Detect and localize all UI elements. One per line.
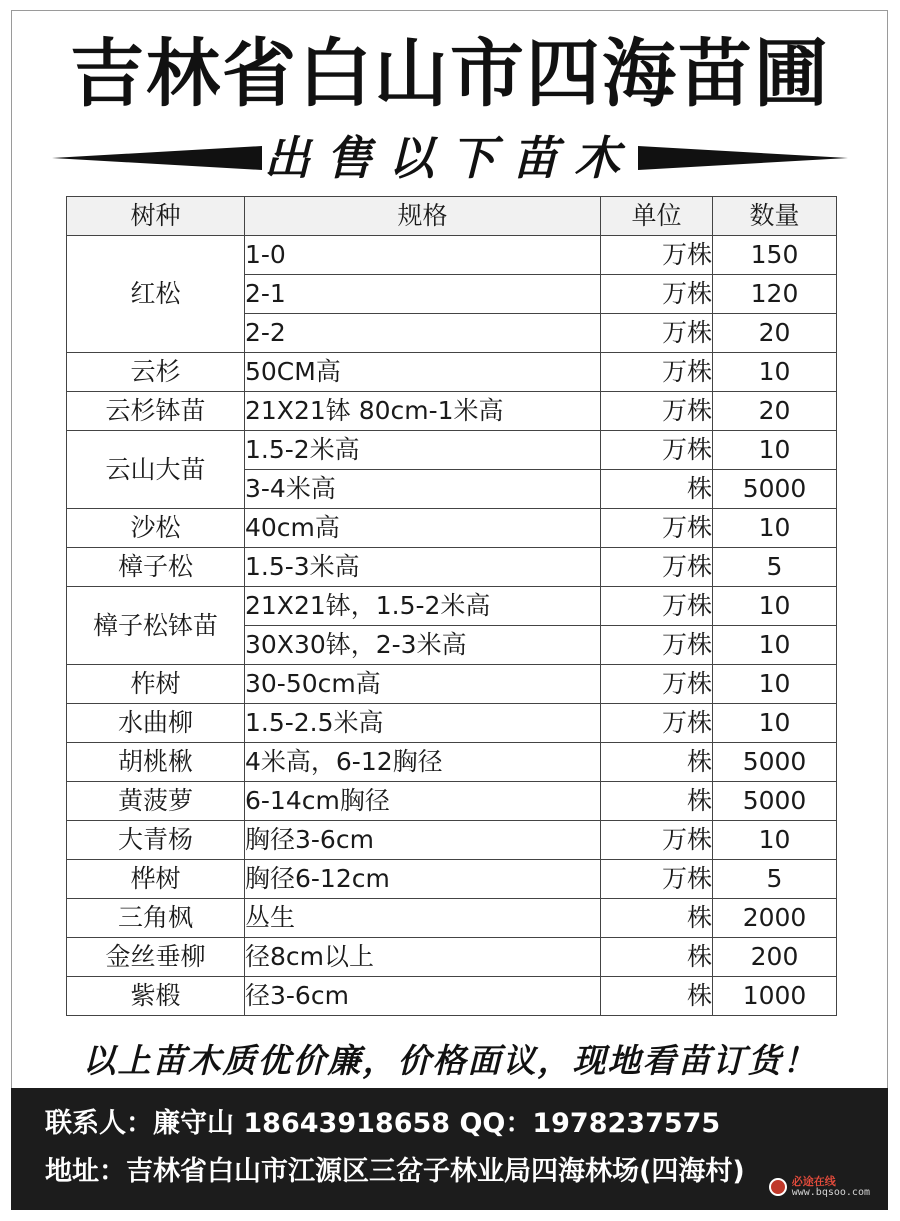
contact-footer — [11, 1088, 888, 1210]
unit-cell: 株 — [601, 470, 713, 509]
species-cell: 黄菠萝 — [67, 782, 245, 821]
table-row — [67, 353, 837, 392]
table-row — [67, 548, 837, 587]
quantity-cell: 120 — [713, 275, 837, 314]
unit-cell: 万株 — [601, 587, 713, 626]
contact-line: 联系人：廉守山 18643918658 QQ：1978237575 — [45, 1108, 721, 1139]
address-line: 地址：吉林省白山市江源区三岔子林业局四海林场(四海村) — [45, 1156, 745, 1187]
unit-cell: 万株 — [601, 431, 713, 470]
watermark-url: www.bqsoo.com — [791, 1187, 870, 1198]
species-cell: 柞树 — [67, 665, 245, 704]
species-cell: 大青杨 — [67, 821, 245, 860]
table-row — [67, 587, 837, 626]
quantity-cell: 10 — [713, 509, 837, 548]
quantity-cell: 5 — [713, 860, 837, 899]
table-row — [67, 236, 837, 275]
header-spec: 规格 — [245, 197, 601, 236]
table-row — [67, 821, 837, 860]
subtitle-banner — [52, 128, 848, 188]
species-cell: 金丝垂柳 — [67, 938, 245, 977]
quantity-cell: 2000 — [713, 899, 837, 938]
spec-cell: 4米高，6-12胸径 — [245, 743, 601, 782]
arrow-left-decoration — [52, 146, 262, 170]
page-title: 吉林省白山市四海苗圃 — [70, 31, 830, 117]
table-row — [67, 665, 837, 704]
unit-cell: 万株 — [601, 704, 713, 743]
spec-cell: 胸径3-6cm — [245, 821, 601, 860]
quantity-cell: 20 — [713, 392, 837, 431]
quantity-cell: 10 — [713, 665, 837, 704]
unit-cell: 万株 — [601, 860, 713, 899]
spec-cell: 30-50cm高 — [245, 665, 601, 704]
spec-cell: 30X30钵，2-3米高 — [245, 626, 601, 665]
table-row — [67, 509, 837, 548]
seedling-table — [66, 196, 837, 1016]
quantity-cell: 10 — [713, 821, 837, 860]
species-cell: 三角枫 — [67, 899, 245, 938]
spec-cell: 6-14cm胸径 — [245, 782, 601, 821]
quantity-cell: 10 — [713, 587, 837, 626]
watermark — [769, 1176, 870, 1198]
header-unit: 单位 — [601, 197, 713, 236]
spec-cell: 径3-6cm — [245, 977, 601, 1016]
quantity-cell: 5000 — [713, 782, 837, 821]
table-row — [67, 431, 837, 470]
table-row — [67, 392, 837, 431]
table-row — [67, 782, 837, 821]
unit-cell: 万株 — [601, 392, 713, 431]
table-row — [67, 938, 837, 977]
unit-cell: 万株 — [601, 275, 713, 314]
spec-cell: 胸径6-12cm — [245, 860, 601, 899]
species-cell: 云杉 — [67, 353, 245, 392]
unit-cell: 万株 — [601, 353, 713, 392]
unit-cell: 株 — [601, 782, 713, 821]
spec-cell: 1.5-3米高 — [245, 548, 601, 587]
species-cell: 紫椴 — [67, 977, 245, 1016]
unit-cell: 万株 — [601, 548, 713, 587]
spec-cell: 2-2 — [245, 314, 601, 353]
arrow-right-decoration — [638, 146, 848, 170]
watermark-logo-icon — [769, 1178, 787, 1196]
species-cell: 云山大苗 — [67, 431, 245, 509]
spec-cell: 2-1 — [245, 275, 601, 314]
spec-cell: 1-0 — [245, 236, 601, 275]
species-cell: 沙松 — [67, 509, 245, 548]
unit-cell: 万株 — [601, 314, 713, 353]
unit-cell: 万株 — [601, 626, 713, 665]
quantity-cell: 10 — [713, 704, 837, 743]
watermark-name: 必途在线 — [791, 1175, 836, 1188]
quantity-cell: 20 — [713, 314, 837, 353]
spec-cell: 40cm高 — [245, 509, 601, 548]
spec-cell: 丛生 — [245, 899, 601, 938]
species-cell: 红松 — [67, 236, 245, 353]
quantity-cell: 10 — [713, 431, 837, 470]
spec-cell: 3-4米高 — [245, 470, 601, 509]
table-header-row — [67, 197, 837, 236]
table-row — [67, 977, 837, 1016]
header-species: 树种 — [67, 197, 245, 236]
species-cell: 胡桃楸 — [67, 743, 245, 782]
table-body — [67, 236, 837, 1016]
spec-cell: 1.5-2米高 — [245, 431, 601, 470]
quantity-cell: 10 — [713, 626, 837, 665]
quantity-cell: 5 — [713, 548, 837, 587]
unit-cell: 万株 — [601, 821, 713, 860]
quantity-cell: 10 — [713, 353, 837, 392]
quantity-cell: 5000 — [713, 743, 837, 782]
header-quantity: 数量 — [713, 197, 837, 236]
quantity-cell: 1000 — [713, 977, 837, 1016]
table-row — [67, 743, 837, 782]
quantity-cell: 200 — [713, 938, 837, 977]
unit-cell: 万株 — [601, 665, 713, 704]
species-cell: 樟子松 — [67, 548, 245, 587]
spec-cell: 50CM高 — [245, 353, 601, 392]
unit-cell: 万株 — [601, 509, 713, 548]
spec-cell: 21X21钵，1.5-2米高 — [245, 587, 601, 626]
quantity-cell: 150 — [713, 236, 837, 275]
table-row — [67, 860, 837, 899]
unit-cell: 株 — [601, 977, 713, 1016]
unit-cell: 株 — [601, 938, 713, 977]
species-cell: 云杉钵苗 — [67, 392, 245, 431]
spec-cell: 1.5-2.5米高 — [245, 704, 601, 743]
spec-cell: 21X21钵 80cm-1米高 — [245, 392, 601, 431]
species-cell: 桦树 — [67, 860, 245, 899]
unit-cell: 株 — [601, 743, 713, 782]
slogan: 以上苗木质优价廉，价格面议，现地看苗订货！ — [82, 1041, 818, 1080]
unit-cell: 株 — [601, 899, 713, 938]
species-cell: 水曲柳 — [67, 704, 245, 743]
subtitle: 出售以下苗木 — [264, 131, 636, 185]
species-cell: 樟子松钵苗 — [67, 587, 245, 665]
unit-cell: 万株 — [601, 236, 713, 275]
table-row — [67, 899, 837, 938]
quantity-cell: 5000 — [713, 470, 837, 509]
table-row — [67, 704, 837, 743]
spec-cell: 径8cm以上 — [245, 938, 601, 977]
